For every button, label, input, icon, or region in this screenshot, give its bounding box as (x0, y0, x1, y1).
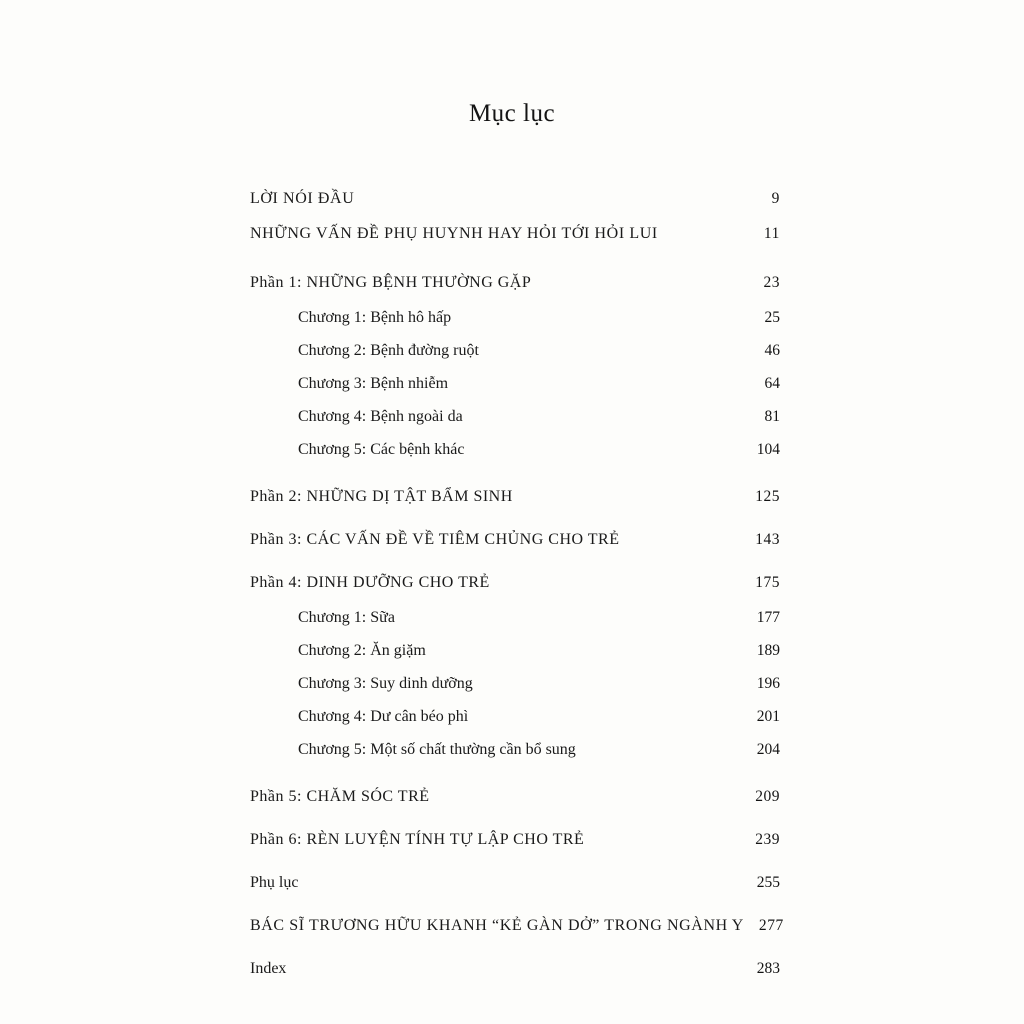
toc-entry[interactable] (250, 342, 780, 371)
toc-entry-label: Phần 4: DINH DƯỠNG CHO TRẺ (250, 574, 490, 591)
toc-entry-label: Chương 1: Bệnh hô hấp (298, 309, 452, 326)
toc-entry-page-number: 204 (756, 741, 780, 758)
page-title: Mục lục (468, 100, 556, 127)
toc-entry[interactable] (250, 708, 780, 737)
toc-entry-label: Phụ lục (250, 874, 299, 891)
toc-entry[interactable] (250, 574, 780, 605)
toc-entry-label: Phần 5: CHĂM SÓC TRẺ (250, 788, 430, 805)
toc-entry[interactable] (250, 788, 780, 819)
toc-entry-page-number: 196 (756, 675, 780, 692)
toc-entry-label: LỜI NÓI ĐẦU (250, 190, 355, 207)
toc-entry-page-number: 177 (756, 609, 780, 626)
toc-entry-label: Phần 1: NHỮNG BỆNH THƯỜNG GẶP (250, 274, 532, 291)
toc-entry[interactable] (250, 642, 780, 671)
toc-entry-page-number: 143 (755, 531, 780, 548)
toc-entry-label: Chương 5: Các bệnh khác (298, 441, 465, 458)
toc-entry-page-number: 104 (756, 441, 780, 458)
toc-entry[interactable] (250, 274, 780, 305)
toc-entry[interactable] (250, 831, 780, 862)
toc-entry[interactable] (250, 874, 780, 905)
toc-entry-page-number: 283 (756, 960, 780, 977)
toc-entry-page-number: 25 (764, 309, 780, 326)
toc-entry-page-number: 81 (764, 408, 780, 425)
toc-entry[interactable] (250, 960, 780, 991)
toc-entry-page-number: 209 (755, 788, 780, 805)
toc-entry-page-number: 125 (755, 488, 780, 505)
toc-entry[interactable] (250, 190, 780, 221)
toc-entry[interactable] (250, 225, 780, 256)
toc-entry[interactable] (250, 441, 780, 470)
toc-entry-page-number: 64 (764, 375, 780, 392)
table-of-contents-list (250, 190, 784, 991)
toc-entry-label: Chương 1: Sữa (298, 609, 395, 626)
toc-entry-label: Phần 2: NHỮNG DỊ TẬT BẨM SINH (250, 488, 513, 505)
toc-entry[interactable] (250, 675, 780, 704)
toc-entry[interactable] (250, 375, 780, 404)
toc-entry-label: Chương 3: Bệnh nhiễm (298, 375, 449, 392)
toc-entry[interactable] (250, 309, 780, 338)
toc-entry-label: Chương 5: Một số chất thường cần bổ sung (298, 741, 576, 758)
toc-entry-page-number: 239 (755, 831, 780, 848)
toc-entry-page-number: 23 (763, 274, 780, 291)
toc-entry-label: Chương 4: Bệnh ngoài da (298, 408, 463, 425)
toc-entry-page-number: 11 (763, 225, 780, 242)
toc-entry[interactable] (250, 741, 780, 770)
toc-entry[interactable] (250, 609, 780, 638)
toc-entry-label: NHỮNG VẤN ĐỀ PHỤ HUYNH HAY HỎI TỚI HỎI LUI (250, 225, 658, 242)
toc-entry-label: Chương 2: Bệnh đường ruột (298, 342, 479, 359)
toc-entry-page-number: 189 (756, 642, 780, 659)
toc-entry-label: Index (250, 960, 287, 977)
toc-entry-page-number: 255 (756, 874, 780, 891)
toc-entry-label: Chương 4: Dư cân béo phì (298, 708, 469, 725)
toc-entry[interactable] (250, 488, 780, 519)
toc-entry-page-number: 175 (755, 574, 780, 591)
toc-entry[interactable] (250, 531, 780, 562)
toc-entry-label: Chương 2: Ăn giặm (298, 642, 426, 659)
toc-entry[interactable] (250, 408, 780, 437)
toc-entry-page-number: 9 (771, 190, 780, 207)
toc-entry-page-number: 277 (758, 917, 784, 934)
toc-entry-page-number: 46 (764, 342, 780, 359)
toc-entry-page-number: 201 (756, 708, 780, 725)
toc-entry-label: Chương 3: Suy dinh dưỡng (298, 675, 473, 692)
toc-entry-label: BÁC SĨ TRƯƠNG HỮU KHANH “KẺ GÀN DỞ” TRONG NGÀNH Y (250, 917, 744, 934)
toc-entry[interactable] (250, 917, 784, 948)
toc-entry-label: Phần 6: RÈN LUYỆN TÍNH TỰ LẬP CHO TRẺ (250, 831, 585, 848)
toc-entry-label: Phần 3: CÁC VẤN ĐỀ VỀ TIÊM CHỦNG CHO TRẺ (250, 531, 620, 548)
